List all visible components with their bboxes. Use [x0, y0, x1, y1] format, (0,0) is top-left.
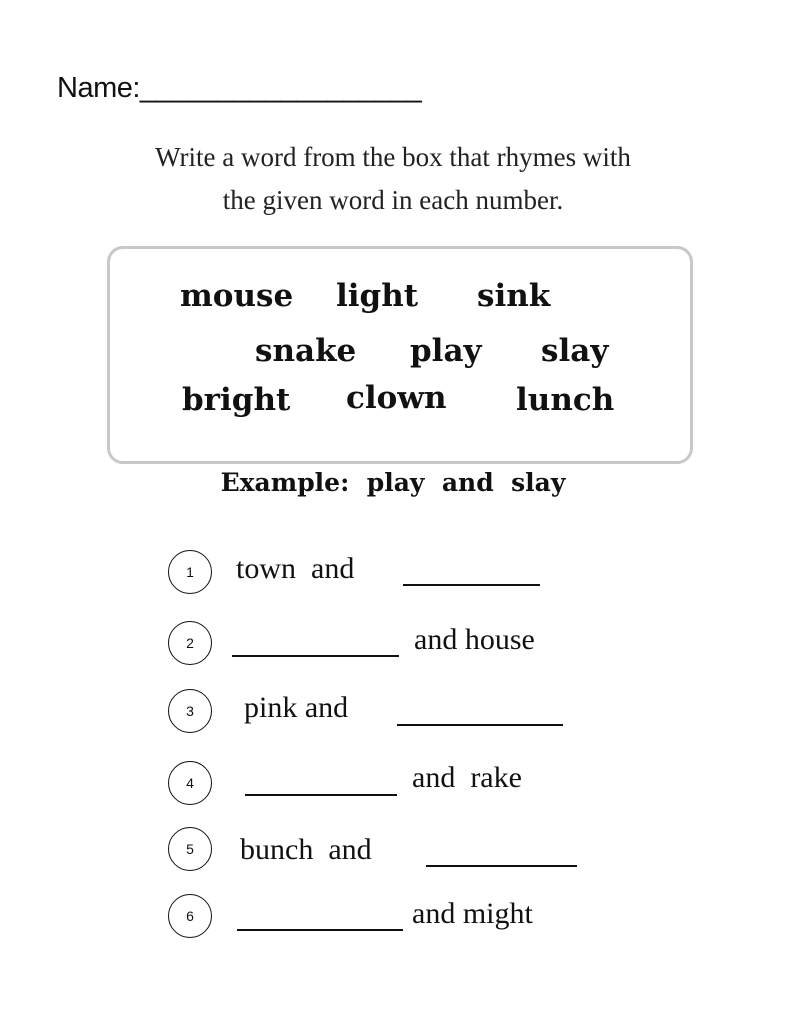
question-1-answer-blank[interactable]: [403, 584, 540, 586]
question-number-badge: 6: [168, 894, 212, 938]
word-bank-word-bright: bright: [182, 382, 291, 418]
example-line: Example: play and slay: [220, 468, 566, 497]
question-number-badge: 2: [168, 621, 212, 665]
question-number-badge: 1: [168, 550, 212, 594]
question-1-prompt: town and: [236, 552, 355, 585]
word-bank-word-sink: sink: [477, 278, 551, 314]
question-number-badge: 3: [168, 689, 212, 733]
instructions-line-1: Write a word from the box that rhymes with: [155, 142, 631, 172]
question-5-answer-blank[interactable]: [426, 865, 577, 867]
word-bank-word-mouse: mouse: [180, 278, 294, 314]
word-bank-word-play: play: [410, 333, 482, 369]
word-bank-word-snake: snake: [255, 333, 357, 369]
question-3-answer-blank[interactable]: [397, 724, 563, 726]
question-2-answer-blank[interactable]: [232, 655, 399, 657]
question-5-prompt: bunch and: [240, 833, 372, 866]
word-bank-word-clown: clown: [346, 380, 447, 416]
instructions-line-2: the given word in each number.: [222, 185, 564, 215]
word-bank-word-light: light: [336, 278, 419, 314]
name-field-label[interactable]: Name:__________________: [57, 72, 422, 104]
word-bank-word-slay: slay: [541, 333, 609, 369]
question-6-prompt: and might: [412, 897, 533, 930]
word-bank-word-lunch: lunch: [516, 382, 615, 418]
question-6-answer-blank[interactable]: [237, 929, 403, 931]
question-4-answer-blank[interactable]: [245, 794, 397, 796]
question-2-prompt: and house: [414, 623, 535, 656]
question-4-prompt: and rake: [412, 761, 522, 794]
question-3-prompt: pink and: [244, 691, 349, 724]
question-number-badge: 4: [168, 761, 212, 805]
question-number-badge: 5: [168, 827, 212, 871]
